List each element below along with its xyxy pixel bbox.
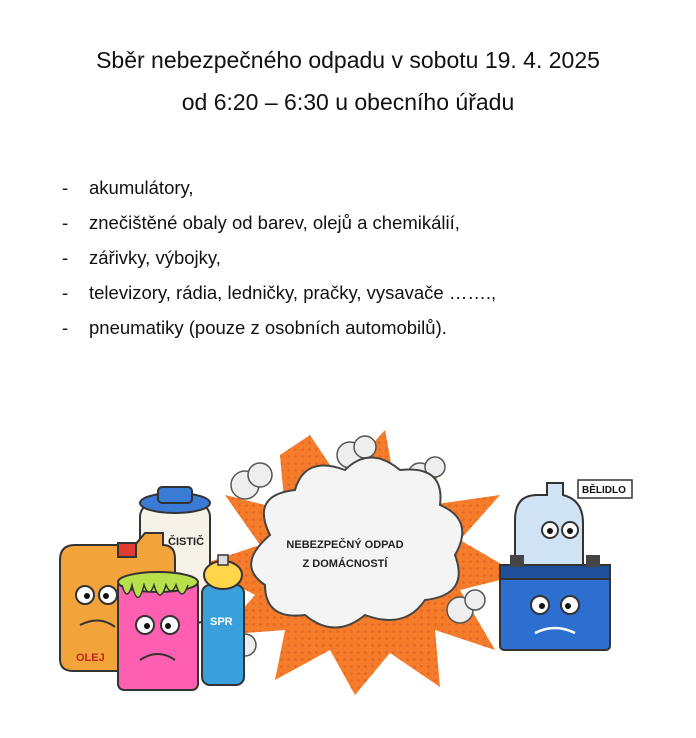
label-olej: OLEJ bbox=[76, 652, 105, 664]
list-item-text: zářivky, výbojky, bbox=[89, 247, 221, 268]
list-item bbox=[62, 240, 496, 275]
page-title-line-1: Sběr nebezpečného odpadu v sobotu 19. 4. 2025 bbox=[96, 47, 600, 73]
car-battery bbox=[500, 555, 610, 650]
label-belidlo: BĚLIDLO bbox=[582, 485, 626, 496]
list-item bbox=[62, 205, 496, 240]
illustration-svg bbox=[40, 425, 660, 700]
label-spr: SPR bbox=[210, 616, 233, 628]
list-item bbox=[62, 275, 496, 310]
list-dash: - bbox=[62, 282, 69, 303]
list-item-text: televizory, rádia, ledničky, pračky, vysavače ……., bbox=[89, 282, 497, 303]
page-title-line-2: od 6:20 – 6:30 u obecního úřadu bbox=[181, 89, 515, 115]
list-item-text: akumulátory, bbox=[89, 177, 194, 198]
list-dash: - bbox=[62, 317, 69, 338]
label-cistic: ČISTIČ bbox=[168, 536, 205, 548]
list-item-text: pneumatiky (pouze z osobních automobilů). bbox=[89, 317, 447, 338]
hazardous-waste-illustration bbox=[40, 425, 660, 700]
cloud-text-line-2: Z DOMÁCNOSTÍ bbox=[302, 558, 388, 570]
list-dash: - bbox=[62, 177, 69, 198]
list-item bbox=[62, 310, 496, 345]
list-dash: - bbox=[62, 247, 69, 268]
list-dash: - bbox=[62, 212, 69, 233]
waste-item-list bbox=[62, 170, 496, 345]
list-item bbox=[62, 170, 496, 205]
list-item-text: znečištěné obaly od barev, olejů a chemikálií, bbox=[89, 212, 460, 233]
spray-can bbox=[202, 555, 244, 685]
cloud-text-line-1: NEBEZPEČNÝ ODPAD bbox=[286, 539, 404, 551]
paint-can bbox=[118, 572, 198, 690]
